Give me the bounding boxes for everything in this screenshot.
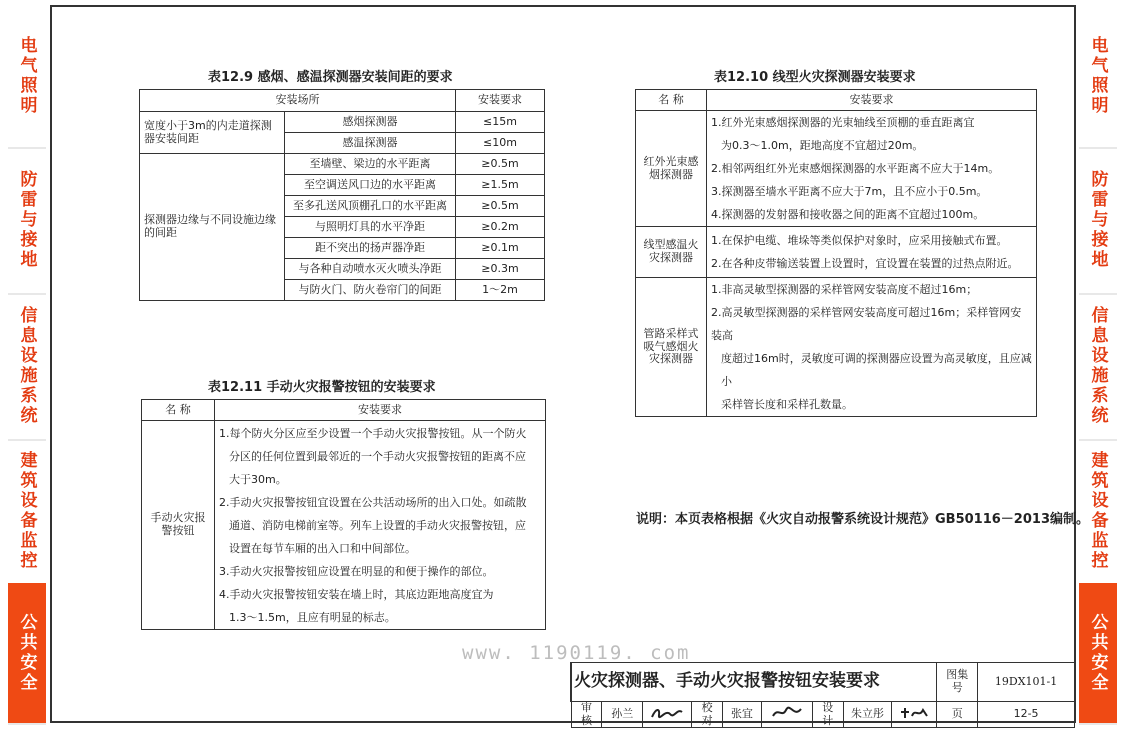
requirement-line: 2.在各种皮带输送装置上设置时，宜设置在装置的过热点附近。	[711, 257, 1019, 270]
table-cell-requirements	[707, 278, 1037, 417]
table-cell: 与各种自动喷水灭火喷头净距	[285, 259, 456, 280]
right-tab-lightning[interactable]: 防雷与接地	[1079, 147, 1117, 295]
right-tab-public-safety[interactable]: 公共安全	[1079, 583, 1117, 725]
table-cell-requirements	[215, 421, 546, 630]
table-cell: ≥0.5m	[456, 196, 545, 217]
left-tab-bas[interactable]: 建筑设备监控	[8, 439, 46, 585]
requirement-line: 分区的任何位置到最邻近的一个手动火灾报警按钮的距离不应	[229, 449, 526, 463]
table-header: 安装要求	[456, 90, 545, 112]
left-tab-info[interactable]: 信息设施系统	[8, 293, 46, 441]
review-label: 审核	[571, 702, 602, 728]
check-label: 校对	[692, 702, 723, 728]
table-cell: ≥0.2m	[456, 217, 545, 238]
right-tab-lighting[interactable]: 电气照明	[1079, 5, 1117, 149]
table-cell: ≤10m	[456, 133, 545, 154]
requirement-line: 4.探测器的发射器和接收器之间的距离不宜超过100m。	[711, 208, 985, 221]
table-cell-name: 红外光束感烟探测器	[636, 111, 707, 227]
watermark: www. 1190119. com	[462, 642, 691, 664]
table-header: 安装要求	[215, 400, 546, 421]
table-cell: 距不突出的扬声器净距	[285, 238, 456, 259]
title-block	[570, 662, 1075, 728]
signature-icon	[899, 706, 929, 720]
requirement-line: 2.相邻两组红外光束感烟探测器的水平距离不应大于14m。	[711, 162, 1000, 175]
table-header: 名 称	[636, 90, 707, 111]
requirement-line: 2.手动火灾报警按钮宜设置在公共活动场所的出入口处。如疏散	[219, 495, 527, 509]
table-cell: 与照明灯具的水平净距	[285, 217, 456, 238]
requirement-line: 3.手动火灾报警按钮应设置在明显的和便于操作的部位。	[219, 564, 494, 578]
table-12-10-caption: 表12.10 线型火灾探测器安装要求	[714, 70, 916, 85]
drawing-title: 火灾探测器、手动火灾报警按钮安装要求	[571, 663, 937, 702]
table-header: 名 称	[142, 400, 215, 421]
left-tab-lighting[interactable]: 电气照明	[8, 5, 46, 149]
left-side-tabs	[8, 5, 46, 723]
group-label: 宽度小于3m的内走道探测器安装间距	[140, 112, 285, 154]
reviewer-signature	[643, 702, 692, 728]
signature-icon	[650, 706, 684, 720]
requirement-line: 3.探测器至墙水平距离不应大于7m，且不应小于0.5m。	[711, 185, 988, 198]
requirement-line: 1.在保护电缆、堆垛等类似保护对象时，应采用接触式布置。	[711, 234, 1008, 247]
table-12-11-caption: 表12.11 手动火灾报警按钮的安装要求	[208, 380, 436, 395]
right-side-tabs	[1079, 5, 1117, 723]
table-cell-name: 线型感温火灾探测器	[636, 227, 707, 278]
requirement-line: 设置在每节车厢的出入口和中间部位。	[229, 541, 416, 555]
signature-icon	[770, 706, 804, 720]
requirement-line: 4.手动火灾报警按钮安装在墙上时，其底边距地高度宜为	[219, 587, 494, 601]
left-tab-public-safety[interactable]: 公共安全	[8, 583, 46, 725]
requirement-line: 1.3～1.5m，且应有明显的标志。	[229, 610, 396, 624]
table-cell-name: 管路采样式吸气感烟火灾探测器	[636, 278, 707, 417]
table-12-9	[139, 89, 545, 301]
checker-name: 张宜	[723, 702, 762, 728]
requirement-line: 大于30m。	[229, 472, 287, 486]
requirement-line: 通道、消防电梯前室等。列车上设置的手动火灾报警按钮，应	[229, 518, 526, 532]
table-cell: ≥0.5m	[456, 154, 545, 175]
requirement-line: 度超过16m时，灵敏度可调的探测器应设置为高灵敏度，且应减小	[721, 352, 1032, 388]
design-label: 设计	[812, 702, 843, 728]
table-cell: 至墙壁、梁边的水平距离	[285, 154, 456, 175]
table-cell: 与防火门、防火卷帘门的间距	[285, 280, 456, 301]
table-12-10	[635, 89, 1037, 417]
requirement-line: 1.每个防火分区应至少设置一个手动火灾报警按钮。从一个防火	[219, 426, 527, 440]
table-cell: 至空调送风口边的水平距离	[285, 175, 456, 196]
table-cell: 1～2m	[456, 280, 545, 301]
table-cell-name: 手动火灾报警按钮	[142, 421, 215, 630]
table-header: 安装要求	[707, 90, 1037, 111]
requirement-line: 1.非高灵敏型探测器的采样管网安装高度不超过16m；	[711, 283, 978, 296]
table-cell: ≤15m	[456, 112, 545, 133]
atlas-number: 19DX101-1	[978, 663, 1075, 702]
atlas-label: 图集号	[937, 663, 978, 702]
table-12-11	[141, 399, 546, 630]
right-tab-info[interactable]: 信息设施系统	[1079, 293, 1117, 441]
designer-name: 朱立彤	[843, 702, 892, 728]
table-cell: ≥0.3m	[456, 259, 545, 280]
requirement-line: 采样管长度和采样孔数量。	[721, 398, 853, 411]
table-cell: 感温探测器	[285, 133, 456, 154]
left-tab-lightning[interactable]: 防雷与接地	[8, 147, 46, 295]
table-cell: ≥0.1m	[456, 238, 545, 259]
table-cell: 感烟探测器	[285, 112, 456, 133]
table-12-9-caption: 表12.9 感烟、感温探测器安装间距的要求	[208, 70, 453, 85]
group-label: 探测器边缘与不同设施边缘的间距	[140, 154, 285, 301]
page-number: 12-5	[978, 702, 1075, 728]
requirement-line: 为0.3～1.0m，距地高度不宜超过20m。	[721, 139, 924, 152]
page-label: 页	[937, 702, 978, 728]
reviewer-name: 孙兰	[602, 702, 643, 728]
requirement-line: 2.高灵敏型探测器的采样管网安装高度可超过16m；采样管网安装高	[711, 306, 1022, 342]
table-cell: 至多孔送风顶棚孔口的水平距离	[285, 196, 456, 217]
requirement-line: 1.红外光束感烟探测器的光束轴线至顶棚的垂直距离宜	[711, 116, 975, 129]
table-cell-requirements	[707, 227, 1037, 278]
table-header: 安装场所	[140, 90, 456, 112]
table-cell-requirements	[707, 111, 1037, 227]
page-note: 说明：本页表格根据《火灾自动报警系统设计规范》GB50116－2013编制。	[636, 512, 1089, 527]
designer-signature	[892, 702, 937, 728]
table-cell: ≥1.5m	[456, 175, 545, 196]
checker-signature	[761, 702, 812, 728]
right-tab-bas[interactable]: 建筑设备监控	[1079, 439, 1117, 585]
